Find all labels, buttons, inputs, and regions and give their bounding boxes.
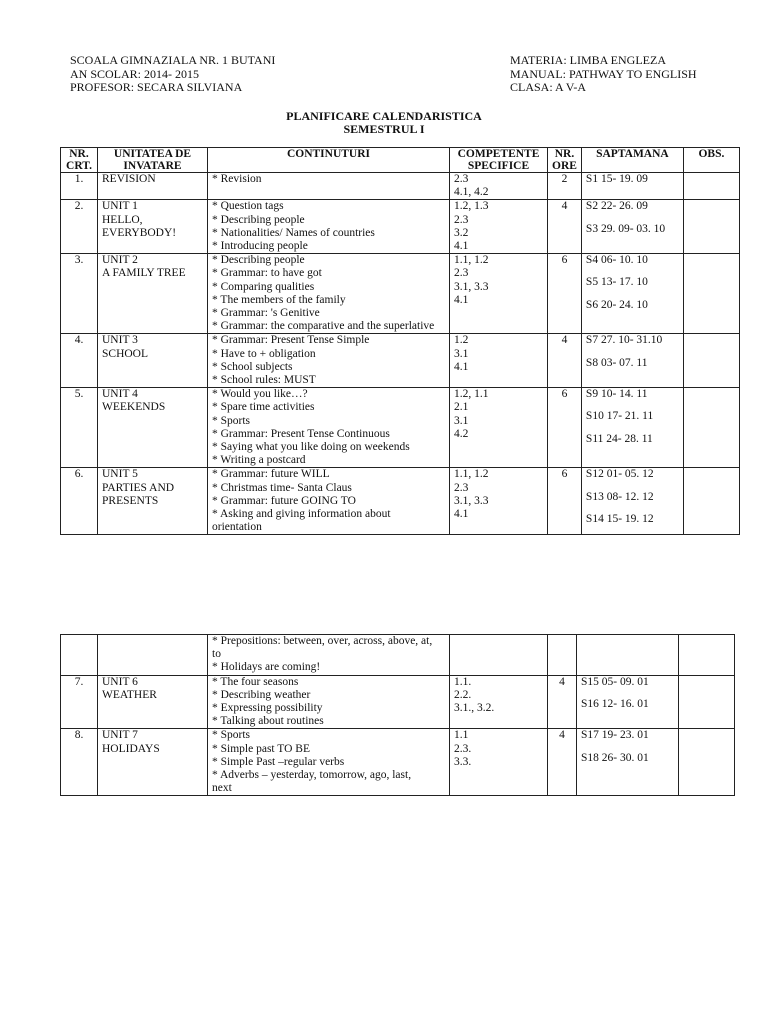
table-row	[61, 675, 735, 729]
competence-item: 1.1, 1.2	[454, 468, 489, 481]
unit-cell	[98, 173, 208, 200]
unit-line: UNIT 2	[102, 254, 138, 267]
week-item: S15 05- 09. 01	[581, 675, 649, 688]
competence-cell	[450, 254, 548, 334]
subtitle: SEMESTRUL I	[343, 122, 425, 136]
unit-cell	[98, 729, 208, 796]
col-hours-header: NR. ORE	[548, 148, 582, 173]
week-cell	[581, 200, 683, 254]
week-item: S12 01- 05. 12	[585, 468, 654, 481]
content-item: * Adverbs – yesterday, tomorrow, ago, last,	[212, 769, 412, 782]
content-cell	[208, 334, 450, 388]
content-cell	[208, 635, 450, 676]
competence-item: 3.3.	[454, 755, 472, 768]
row-number: 6.	[61, 468, 98, 535]
table-row	[61, 468, 740, 535]
subject: MATERIA: LIMBA ENGLEZA	[510, 53, 666, 67]
week-item: S7 27. 10- 31.10	[585, 334, 663, 347]
col-unit-header: UNITATEA DE INVATARE	[98, 148, 208, 173]
competence-item: 1.1	[454, 729, 469, 742]
unit-line: UNIT 7	[102, 729, 138, 742]
content-cell	[208, 254, 450, 334]
school-info	[70, 54, 275, 95]
unit-line: A FAMILY TREE	[102, 267, 186, 280]
week-cell	[577, 675, 679, 729]
unit-cell	[98, 635, 208, 676]
week-cell	[577, 729, 679, 796]
week-cell	[581, 388, 683, 468]
obs-cell	[679, 675, 735, 729]
competence-item: 1.2, 1.1	[454, 388, 489, 401]
obs-cell	[683, 468, 739, 535]
competence-item: 1.1, 1.2	[454, 254, 489, 267]
content-item: next	[212, 782, 232, 795]
obs-cell	[683, 200, 739, 254]
hours-cell: 2	[548, 173, 582, 200]
week-item: S13 08- 12. 12	[585, 490, 654, 503]
unit-cell	[98, 334, 208, 388]
table-header-row	[61, 148, 740, 173]
competence-item: 4.1	[454, 360, 469, 373]
unit-line: UNIT 6	[102, 675, 138, 688]
unit-line: UNIT 1	[102, 200, 138, 213]
content-item: * Simple past TO BE	[212, 742, 310, 755]
content-cell	[208, 468, 450, 535]
week-cell	[581, 468, 683, 535]
unit-line: UNIT 5	[102, 468, 138, 481]
table-row	[61, 173, 740, 200]
hours-cell	[548, 635, 577, 676]
unit-line: HOLIDAYS	[102, 742, 160, 755]
competence-item: 1.1.	[454, 675, 472, 688]
row-number: 4.	[61, 334, 98, 388]
content-item: * Sports	[212, 414, 251, 427]
obs-cell	[683, 334, 739, 388]
teacher-name: PROFESOR: SECARA SILVIANA	[70, 80, 243, 94]
class: CLASA: A V-A	[510, 80, 587, 94]
unit-line: HELLO,	[102, 213, 143, 226]
row-number: 5.	[61, 388, 98, 468]
competence-cell	[450, 468, 548, 535]
competence-item: 1.2, 1.3	[454, 200, 489, 213]
competence-item: 3.1., 3.2.	[454, 702, 495, 715]
hours-cell: 6	[548, 388, 582, 468]
unit-cell	[98, 254, 208, 334]
competence-item: 4.1	[454, 240, 469, 253]
week-item: S9 10- 14. 11	[585, 388, 648, 401]
col-content-header: CONTINUTURI	[208, 148, 450, 173]
content-item: * Prepositions: between, over, across, above, at,	[212, 635, 433, 647]
row-number: 8.	[61, 729, 98, 796]
week-item: S18 26- 30. 01	[581, 751, 649, 764]
document-title	[0, 110, 768, 136]
week-item: S1 15- 19. 09	[585, 173, 648, 185]
content-cell	[208, 729, 450, 796]
competence-item: 4.2	[454, 427, 469, 440]
competence-item: 3.1	[454, 414, 469, 427]
content-item: * Holidays are coming!	[212, 661, 321, 674]
competence-item: 2.3.	[454, 742, 472, 755]
week-item: S4 06- 10. 10	[585, 254, 648, 267]
content-item: * Grammar: future GOING TO	[212, 494, 356, 507]
competence-item: 3.1	[454, 347, 469, 360]
content-item: * Expressing possibility	[212, 702, 323, 715]
content-item: * The four seasons	[212, 675, 299, 688]
content-item: * Saying what you like doing on weekends	[212, 441, 410, 454]
competence-item: 2.3	[454, 267, 469, 280]
content-cell	[208, 173, 450, 200]
unit-cell	[98, 388, 208, 468]
content-item: * Have to + obligation	[212, 347, 316, 360]
hours-cell: 4	[548, 200, 582, 254]
table-row	[61, 388, 740, 468]
week-item: S17 19- 23. 01	[581, 729, 649, 742]
unit-line: SCHOOL	[102, 347, 149, 360]
content-item: * Grammar: 's Genitive	[212, 307, 320, 320]
competence-item: 2.3	[454, 173, 469, 185]
row-number: 2.	[61, 200, 98, 254]
hours-cell: 4	[548, 675, 577, 729]
content-item: * Nationalities/ Names of countries	[212, 226, 375, 239]
content-cell	[208, 675, 450, 729]
content-item: * Grammar: Present Tense Continuous	[212, 427, 390, 440]
competence-item: 4.1, 4.2	[454, 186, 489, 199]
competence-item: 2.3	[454, 481, 469, 494]
competence-item: 2.3	[454, 213, 469, 226]
content-cell	[208, 388, 450, 468]
competence-item: 4.1	[454, 508, 469, 521]
table-row	[61, 334, 740, 388]
week-item: S2 22- 26. 09	[585, 200, 648, 213]
competence-cell	[450, 200, 548, 254]
school-name: SCOALA GIMNAZIALA NR. 1 BUTANI	[70, 53, 276, 67]
content-item: * Sports	[212, 729, 251, 742]
school-year: AN SCOLAR: 2014- 2015	[70, 66, 200, 81]
obs-cell	[683, 388, 739, 468]
col-competence-header: COMPETENTE SPECIFICE	[450, 148, 548, 173]
competence-cell	[450, 334, 548, 388]
content-item: * Comparing qualities	[212, 280, 315, 293]
course-info	[510, 54, 697, 95]
content-item: * Spare time activities	[212, 401, 315, 414]
content-item: * Question tags	[212, 200, 284, 213]
table-row	[61, 200, 740, 254]
unit-line: WEATHER	[102, 688, 157, 701]
row-number: 3.	[61, 254, 98, 334]
competence-cell	[450, 635, 548, 676]
table-row	[61, 635, 735, 676]
obs-cell	[683, 173, 739, 200]
week-item: S10 17- 21. 11	[585, 410, 654, 423]
unit-line: WEEKENDS	[102, 401, 166, 414]
content-item: * Grammar: to have got	[212, 267, 322, 280]
week-cell	[581, 173, 683, 200]
week-item: S8 03- 07. 11	[585, 356, 648, 369]
content-item: * Christmas time- Santa Claus	[212, 481, 352, 494]
content-item: * Describing weather	[212, 688, 311, 701]
week-item: S14 15- 19. 12	[585, 512, 654, 525]
week-cell	[577, 635, 679, 676]
planning-table	[60, 147, 740, 535]
content-item: * Grammar: the comparative and the superlative	[212, 320, 435, 333]
table-row	[61, 254, 740, 334]
week-item: S5 13- 17. 10	[585, 276, 648, 289]
col-week-header: SAPTAMANA	[581, 148, 683, 173]
content-item: * Introducing people	[212, 240, 308, 253]
week-cell	[581, 334, 683, 388]
content-item: to	[212, 648, 221, 661]
content-item: * School subjects	[212, 360, 293, 373]
obs-cell	[679, 729, 735, 796]
content-item: * School rules: MUST	[212, 374, 316, 387]
textbook: MANUAL: PATHWAY TO ENGLISH	[510, 66, 697, 81]
competence-item: 4.1	[454, 293, 469, 306]
competence-item: 3.1, 3.3	[454, 280, 489, 293]
row-number: 1.	[61, 173, 98, 200]
hours-cell: 6	[548, 254, 582, 334]
hours-cell: 6	[548, 468, 582, 535]
competence-cell	[450, 173, 548, 200]
unit-cell	[98, 675, 208, 729]
unit-line: EVERYBODY!	[102, 226, 177, 239]
hours-cell: 4	[548, 729, 577, 796]
col-obs-header: OBS.	[683, 148, 739, 173]
competence-item: 2.2.	[454, 688, 472, 701]
planning-table-continued	[60, 634, 735, 796]
week-item: S3 29. 09- 03. 10	[585, 222, 666, 235]
content-item: * Grammar: Present Tense Simple	[212, 334, 370, 347]
col-nr-header: NR. CRT.	[61, 148, 98, 173]
content-item: * The members of the family	[212, 293, 346, 306]
week-item: S16 12- 16. 01	[581, 697, 649, 710]
competence-cell	[450, 729, 548, 796]
unit-line: UNIT 3	[102, 334, 138, 347]
obs-cell	[679, 635, 735, 676]
content-item: * Asking and giving information about	[212, 508, 391, 521]
row-number	[61, 635, 98, 676]
week-item: S6 20- 24. 10	[585, 298, 648, 311]
hours-cell: 4	[548, 334, 582, 388]
competence-item: 3.1, 3.3	[454, 494, 489, 507]
content-item: * Writing a postcard	[212, 454, 306, 467]
unit-cell	[98, 200, 208, 254]
content-item: * Describing people	[212, 213, 305, 226]
unit-line: PARTIES AND	[102, 481, 175, 494]
week-item: S11 24- 28. 11	[585, 432, 653, 445]
title: PLANIFICARE CALENDARISTICA	[286, 109, 482, 123]
content-item: orientation	[212, 521, 262, 534]
competence-item: 1.2	[454, 334, 469, 347]
unit-cell	[98, 468, 208, 535]
unit-line: REVISION	[102, 173, 156, 185]
week-cell	[581, 254, 683, 334]
table-row	[61, 729, 735, 796]
competence-item: 2.1	[454, 401, 469, 414]
content-item: * Revision	[212, 173, 262, 185]
content-item: * Grammar: future WILL	[212, 468, 330, 481]
unit-line: PRESENTS	[102, 494, 159, 507]
content-cell	[208, 200, 450, 254]
competence-item: 3.2	[454, 226, 469, 239]
content-item: * Describing people	[212, 254, 305, 267]
obs-cell	[683, 254, 739, 334]
content-item: * Talking about routines	[212, 715, 324, 728]
competence-cell	[450, 388, 548, 468]
content-item: * Simple Past –regular verbs	[212, 755, 345, 768]
unit-line: UNIT 4	[102, 388, 138, 401]
competence-cell	[450, 675, 548, 729]
row-number: 7.	[61, 675, 98, 729]
content-item: * Would you like…?	[212, 388, 308, 401]
